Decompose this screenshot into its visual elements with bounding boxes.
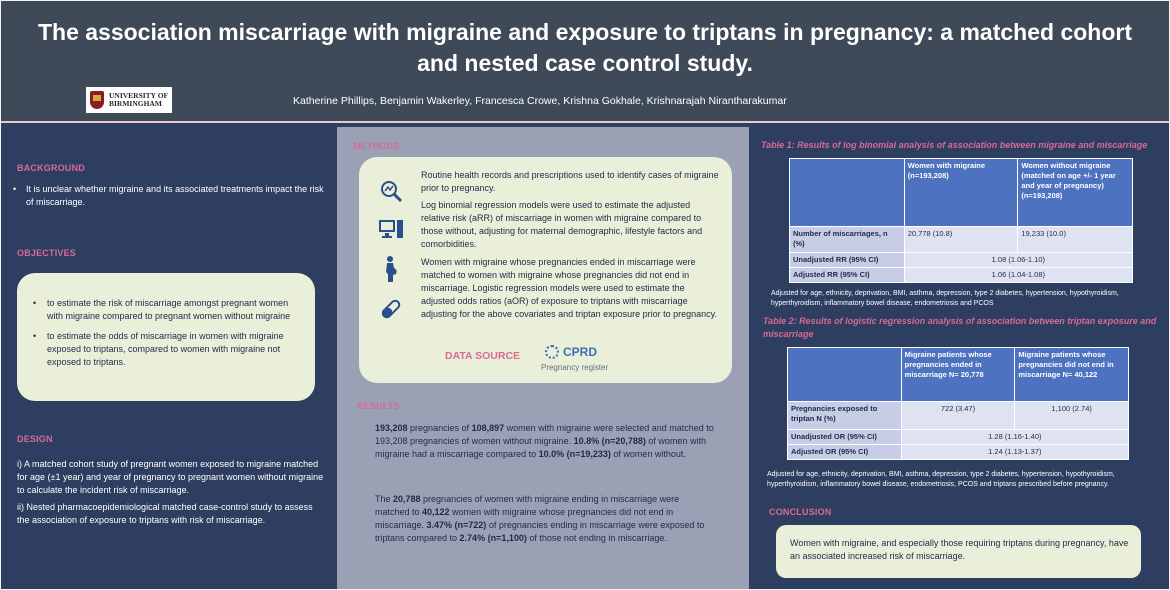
table2-col1-header: Migraine patients whose pregnancies ended in miscarriage N= 20,778: [901, 348, 1015, 402]
methods-heading: METHODS: [353, 141, 400, 151]
conclusion-text: Women with migraine, and especially those requiring triptans during pregnancy, have an associated increased risk of miscarriage.: [790, 538, 1129, 561]
objectives-box: [17, 273, 315, 401]
poster-header: [1, 1, 1169, 123]
poster: [1, 1, 1169, 589]
poster-title: The association miscarriage with migraine and exposure to triptans in pregnancy: a matched cohort and nested case control study.: [37, 19, 1133, 76]
table2: [787, 347, 1129, 460]
pregnant-woman-icon: [377, 255, 405, 283]
cprd-icon: [545, 345, 559, 359]
methods-paragraph-2: Log binomial regression models were used to estimate the adjusted relative risk (aRR) of miscarriage in women with migraine compared to those without, adjusting for maternal demographic, lifestyle factors and comorbidities.: [421, 200, 703, 249]
data-source-label: DATA SOURCE: [445, 350, 521, 362]
pill-icon: [377, 295, 405, 323]
table1-row1-label: Number of miscarriages, n (%): [790, 227, 905, 253]
objective-item: • to estimate the odds of miscarriage in women with migraine exposed to triptans, compared to women with migraine not exposed to triptans.: [31, 330, 306, 369]
results-heading: RESULTS: [357, 401, 400, 411]
table1-note: Adjusted for age, ethnicity, deprivation, BMI, asthma, depression, type 2 diabetes, hypertension, hypothyroidism, hyperthyroidism, inflammatory bowel disease, endometriosis and PCOS: [771, 290, 1119, 307]
table-row: [788, 445, 1129, 460]
table2-caption: Table 2: Results of logistic regression analysis of association between triptan exposure and miscarriage: [763, 316, 1157, 339]
table2-row1-v2: 1,100 (2.74): [1015, 402, 1129, 430]
design-heading: DESIGN: [17, 434, 53, 444]
objective-item: • to estimate the risk of miscarriage amongst pregnant women with migraine compared to pregnant women without migraine: [31, 297, 306, 323]
conclusion-box: [776, 525, 1141, 578]
methods-paragraph-1: Routine health records and prescriptions used to identify cases of migraine prior to pregnancy.: [421, 170, 719, 193]
search-chart-icon: [377, 177, 405, 205]
background-heading: BACKGROUND: [17, 163, 85, 173]
design-item-1: i) A matched cohort study of pregnant women exposed to migraine matched for age (±1 year) and year of pregnancy to pregnant women without migraine to calculate the incident risk of miscarriage.: [17, 459, 324, 495]
table2-note: Adjusted for age, ethnicity, deprivation, BMI, asthma, depression, type 2 diabetes, hypertension, hypothyroidism, hyperthyroidism, inflammatory bowel disease, endometriosis, PCOS and triptans prescribed before pregnancy.: [767, 471, 1115, 488]
objectives-heading: OBJECTIVES: [17, 248, 77, 258]
table1-row3-value: 1.06 (1.04-1.08): [904, 268, 1132, 283]
table-row: [790, 253, 1133, 268]
table1-col1-header: Women with migraine (n=193,208): [904, 159, 1018, 227]
methods-box: [359, 157, 732, 383]
table2-col2-header: Migraine patients whose pregnancies did not end in miscarriage N= 40,122: [1015, 348, 1129, 402]
table-row: [788, 348, 1129, 402]
authors: Katherine Phillips, Benjamin Wakerley, Francesca Crowe, Krishna Gokhale, Krishnarajah Nirantharakumar: [293, 95, 787, 107]
design-item-2: ii) Nested pharmacoepidemiological matched case-control study to assess the association of exposure to triptans with risk of miscarriage.: [17, 502, 313, 525]
table-row: [788, 430, 1129, 445]
table1-row1-v1: 20,778 (10.8): [904, 227, 1018, 253]
objectives-list: [31, 297, 306, 376]
crest-icon: [90, 91, 104, 109]
table1-row3-label: Adjusted RR (95% CI): [790, 268, 905, 283]
logo-line-2: BIRMINGHAM: [109, 99, 162, 108]
table1-row2-label: Unadjusted RR (95% CI): [790, 253, 905, 268]
table-row: [790, 159, 1133, 227]
results-paragraph-1: 193,208 pregnancies of 108,897 women with migraine were selected and matched to 193,208 pregnancies of women without migraine. 10.8% (n=20,788) of women with migraine had a miscarriage compared to 10.0% (n=19,233) of women without.: [375, 423, 714, 459]
table1-row1-v2: 19,233 (10.0): [1018, 227, 1133, 253]
results-paragraph-2: The 20,788 pregnancies of women with migraine ending in miscarriage were matched to 40,122 women with migraine whose pregnancies did not end in miscarriage. 3.47% (n=722) of pregnancies ending in miscarriage were exposed to triptans compared to 2.74% (n=1,100) of those not ending in miscarriage.: [375, 494, 705, 543]
table1: [789, 158, 1133, 283]
table2-row3-value: 1.24 (1.13-1.37): [901, 445, 1128, 460]
table2-row3-label: Adjusted OR (95% CI): [788, 445, 902, 460]
methods-paragraph-3: Women with migraine whose pregnancies ended in miscarriage were matched to women with migraine whose pregnancies did not end in miscarriage. Logistic regression models were used to estimate the adjusted odds ratios (aOR) of exposure to triptans with miscarriage adjusting for the above covariates and triptan exposure prior to pregnancy.: [421, 257, 718, 319]
table2-row1-label: Pregnancies exposed to triptan N (%): [788, 402, 902, 430]
computer-icon: [377, 215, 405, 243]
table-row: [790, 268, 1133, 283]
data-source-subtitle: Pregnancy register: [541, 363, 609, 372]
table-row: [788, 402, 1129, 430]
table1-row2-value: 1.08 (1.06-1.10): [904, 253, 1132, 268]
conclusion-heading: CONCLUSION: [769, 507, 832, 517]
table2-row2-value: 1.28 (1.16-1.40): [901, 430, 1128, 445]
table1-col2-header: Women without migraine (matched on age +/- 1 year and year of pregnancy) (n=193,208): [1018, 159, 1133, 227]
table-row: [790, 227, 1133, 253]
background-text: • It is unclear whether migraine and its associated treatments impact the risk of miscarriage.: [13, 184, 324, 207]
table2-row2-label: Unadjusted OR (95% CI): [788, 430, 902, 445]
logo-line-1: UNIVERSITY OF: [109, 91, 169, 100]
cprd-logo: CPRD: [545, 345, 597, 359]
table1-caption: Table 1: Results of log binomial analysis of association between migraine and miscarriage: [761, 140, 1148, 150]
university-logo: [86, 87, 172, 113]
table2-row1-v1: 722 (3.47): [901, 402, 1015, 430]
